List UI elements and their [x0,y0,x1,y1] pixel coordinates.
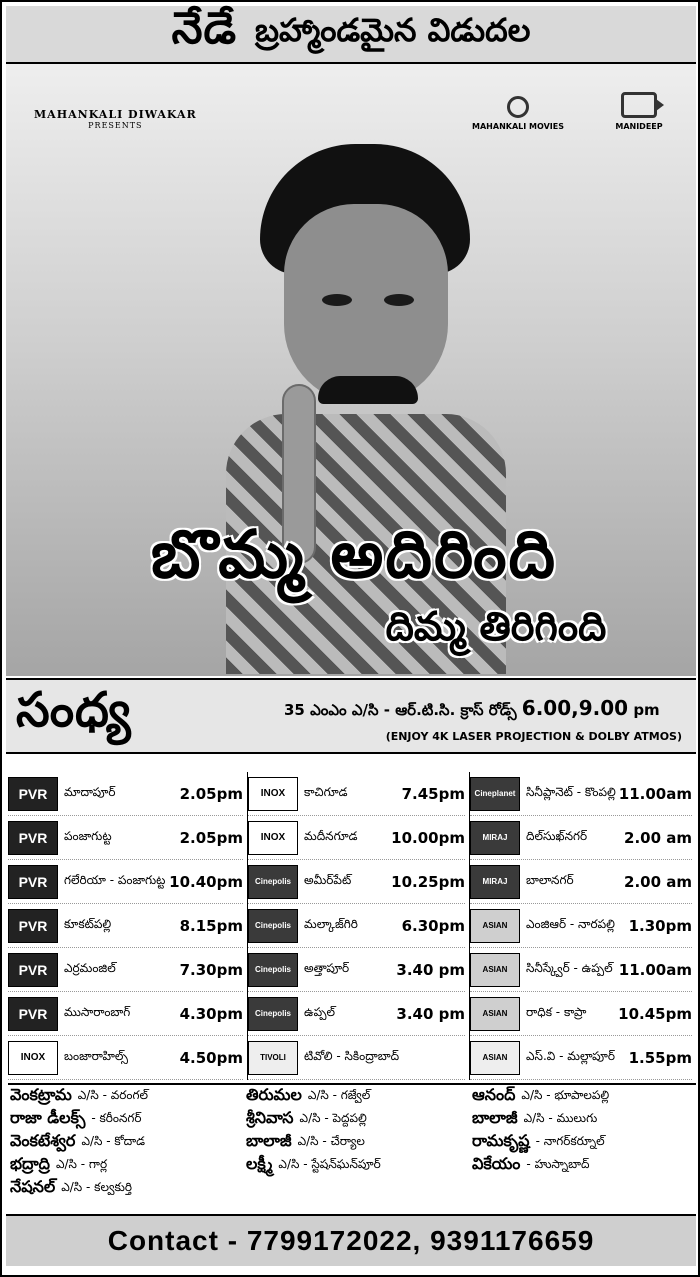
theatre-row [470,992,692,1036]
district-theatre-location: - నాగర్‌కర్నూల్ [535,1134,605,1148]
show-time: 2.00 am [624,828,692,847]
theatre-row [470,904,692,948]
movie-poster [6,64,696,676]
contact-bar: Contact - 7799172022, 9391176659 [6,1214,696,1266]
show-time: 1.30pm [628,916,692,935]
theatre-row [8,860,243,904]
cinema-chain-logo: MIRAJ [470,865,520,899]
show-time: 11.00am [618,784,692,803]
district-theatre-location: ఎ/సి - గజ్వేల్ [307,1088,371,1102]
cinema-chain-logo: Cinepolis [248,909,298,943]
release-label: బ్రహ్మాండమైన విడుదల [255,11,531,49]
cinema-chain-logo: ASIAN [470,953,520,987]
district-theatre-name: బాలాజీ [246,1131,292,1150]
production-logo-1 [472,96,564,131]
main-theatre-info [284,696,660,723]
movie-title: బొమ్మ అదిరింది [150,516,558,593]
district-theatre-name: తిరుమల [246,1085,302,1104]
theatre-location: దిల్‌సుఖ్‌నగర్ [526,829,588,843]
district-theatre [10,1131,244,1154]
district-theatre [10,1085,244,1108]
district-theatre [246,1154,470,1177]
theatre-row [248,904,465,948]
presents-label: PRESENTS [88,121,143,130]
district-theatre-location: ఎ/సి - కోదాడ [81,1134,146,1148]
theatre-location: ఎంజిఆర్ - నారపల్లి [526,917,615,931]
district-theatre [10,1108,244,1131]
district-theatre-location: - హుస్నాబాద్ [526,1157,590,1171]
presenter-credit [34,108,197,130]
theatre-location: బాలానగర్ [526,873,574,887]
theatre-row [470,816,692,860]
show-time: 10.25pm [391,872,465,891]
cinema-chain-logo: PVR [8,997,58,1031]
show-time: 3.40 pm [396,960,465,979]
show-time: 8.15pm [179,916,243,935]
cinema-chain-logo: PVR [8,777,58,811]
theatre-row [248,948,465,992]
production-logo-icon [507,96,529,118]
theatre-location: గలేరియా - పంజాగుట్ట [64,873,166,887]
release-banner [6,3,696,64]
hero-eye-left [322,294,352,306]
cinema-chain-logo: MIRAJ [470,821,520,855]
district-theatre [246,1131,470,1154]
hero-mustache [318,376,418,404]
theatre-row [248,816,465,860]
movie-subtitle: దిమ్మ తిరిగింది [385,604,607,650]
district-theatre-location: ఎ/సి - పెద్దపల్లి [299,1111,367,1125]
district-theatre-name: రామకృష్ణ [472,1131,530,1150]
district-theatre [472,1131,696,1154]
theatre-row [248,860,465,904]
district-theatre-name: లక్ష్మీ [246,1154,273,1173]
show-time: 2.00 am [624,872,692,891]
district-theatre-name: వికేయం [472,1154,521,1173]
district-theatre [246,1108,470,1131]
cinema-chain-logo: PVR [8,821,58,855]
district-theatre [472,1085,696,1108]
production-name-1: MAHANKALI MOVIES [472,122,564,131]
theatre-location: సినీప్లానెట్ - కొంపల్లి [526,785,616,799]
district-column [470,1085,696,1200]
show-time: 1.55pm [628,1048,692,1067]
show-time: 4.50pm [179,1048,243,1067]
show-time: 2.05pm [179,784,243,803]
production-logo-2 [604,92,674,131]
theatre-row [8,992,243,1036]
theatre-column [248,772,470,1080]
cinema-chain-logo: INOX [248,821,298,855]
cinema-chain-logo: Cinepolis [248,865,298,899]
district-theatre-location: ఎ/సి - కల్వకుర్తి [61,1180,132,1194]
cinema-chain-logo: ASIAN [470,1041,520,1075]
theatre-location: ఎస్.వి - మల్లాపూర్ [526,1049,615,1063]
theatre-row [470,860,692,904]
hero-face [284,204,448,404]
theatre-location: అత్తాపూర్ [304,961,350,975]
theatre-location: సినీస్క్వేర్ - ఉప్పల్ [526,961,613,975]
district-theatre [246,1085,470,1108]
theatre-row [8,816,243,860]
main-theatre-name: సంధ్య [16,682,132,738]
main-theatre-details: 35 ఎంఎం ఎ/సి - ఆర్.టి.సి. క్రాస్ రోడ్స్ [284,701,517,719]
theatre-row [470,948,692,992]
show-time: 11.00am [618,960,692,979]
theatre-location: రాధిక - కాప్రా [526,1005,587,1019]
show-time: 10.00pm [391,828,465,847]
theatre-row [248,772,465,816]
theatre-row [248,992,465,1036]
cinema-chain-logo: INOX [248,777,298,811]
theatre-location: కూకట్‌పల్లి [64,917,112,931]
district-theatre [10,1154,244,1177]
today-label: నేడే [171,3,238,54]
main-theatre-band [6,678,696,754]
show-time: 7.45pm [401,784,465,803]
theatre-location: టివోలి - సికింద్రాబాద్ [304,1049,400,1063]
cinema-chain-logo: Cineplanet [470,777,520,811]
cinema-chain-logo: PVR [8,953,58,987]
district-theatre-location: ఎ/సి - ములుగు [523,1111,598,1125]
district-theatre-name: నేషనల్ [10,1177,56,1196]
cinema-chain-logo: ASIAN [470,909,520,943]
show-time: 4.30pm [179,1004,243,1023]
theatre-column [8,772,248,1080]
production-name-2: MANIDEEP [615,122,663,131]
district-theatre-name: రాజా డీలక్స్ [10,1108,86,1127]
district-theatre-name: భద్రాద్రి [10,1154,50,1173]
district-column [8,1085,244,1200]
theatre-row [470,1036,692,1080]
theatre-location: ఎర్రమంజిల్ [64,961,116,975]
district-column [244,1085,470,1200]
district-theatre-name: బాలాజీ [472,1108,518,1127]
show-time: 2.05pm [179,828,243,847]
district-theatre-name: వెంకటేశ్వర [10,1131,76,1150]
main-theatre-times: 6.00,9.00 [521,696,629,720]
theatre-location: మాదాపూర్ [64,785,116,799]
cinema-chain-logo: INOX [8,1041,58,1075]
district-theatre-location: ఎ/సి - స్టేషన్‌ఘన్‌పూర్ [278,1157,381,1171]
district-theatre-location: ఎ/సి - చేర్యాల [297,1134,365,1148]
theatre-location: ముసారాంబాగ్ [64,1005,131,1019]
show-time: 7.30pm [179,960,243,979]
theatre-location: ఉప్పల్ [304,1005,335,1019]
main-theatre-pm: pm [633,701,660,719]
presenter-name: MAHANKALI DIWAKAR [34,108,197,121]
theatre-location: పంజాగుట్ట [64,829,112,843]
show-time: 10.40pm [169,872,243,891]
theatre-row [8,948,243,992]
cinema-chain-logo: TIVOLI [248,1041,298,1075]
district-theatre [10,1177,244,1200]
theatre-location: కాచిగూడ [304,785,348,799]
theatre-location: మదీనగూడ [304,829,358,843]
theatre-location: బంజారాహిల్స్ [64,1049,129,1063]
cinema-chain-logo: PVR [8,909,58,943]
theatre-row [8,904,243,948]
theatre-row [470,772,692,816]
theatre-row [248,1036,465,1080]
district-theatre-name: ఆనంద్ [472,1085,516,1104]
theatre-column [470,772,696,1080]
theatre-row [8,1036,243,1080]
district-theatre-location: ఎ/సి - గార్ల [55,1157,108,1171]
district-theatre-name: శ్రీనివాస [246,1108,294,1127]
cinema-chain-logo: Cinepolis [248,953,298,987]
district-theatre [472,1108,696,1131]
cinema-chain-logo: Cinepolis [248,997,298,1031]
district-theatre-location: ఎ/సి - భూపాలపల్లి [521,1088,610,1102]
theatre-grid [8,772,696,1080]
district-theatre-list [8,1083,696,1200]
show-time: 6.30pm [401,916,465,935]
show-time: 3.40 pm [396,1004,465,1023]
hero-eye-right [384,294,414,306]
district-theatre-name: వెంకట్రామ [10,1085,72,1104]
theatre-location: అమీర్‌పేట్ [304,873,352,887]
district-theatre-location: - కరీంనగర్ [91,1111,142,1125]
cinema-chain-logo: PVR [8,865,58,899]
projection-note: (ENJOY 4K LASER PROJECTION & DOLBY ATMOS) [385,730,682,743]
theatre-row [8,772,243,816]
theatre-location: మల్కాజ్‌గిరి [304,917,358,931]
district-theatre [472,1154,696,1177]
cinema-chain-logo: ASIAN [470,997,520,1031]
show-time: 10.45pm [618,1004,692,1023]
district-theatre-location: ఎ/సి - వరంగల్ [77,1088,148,1102]
camera-icon [621,92,657,118]
